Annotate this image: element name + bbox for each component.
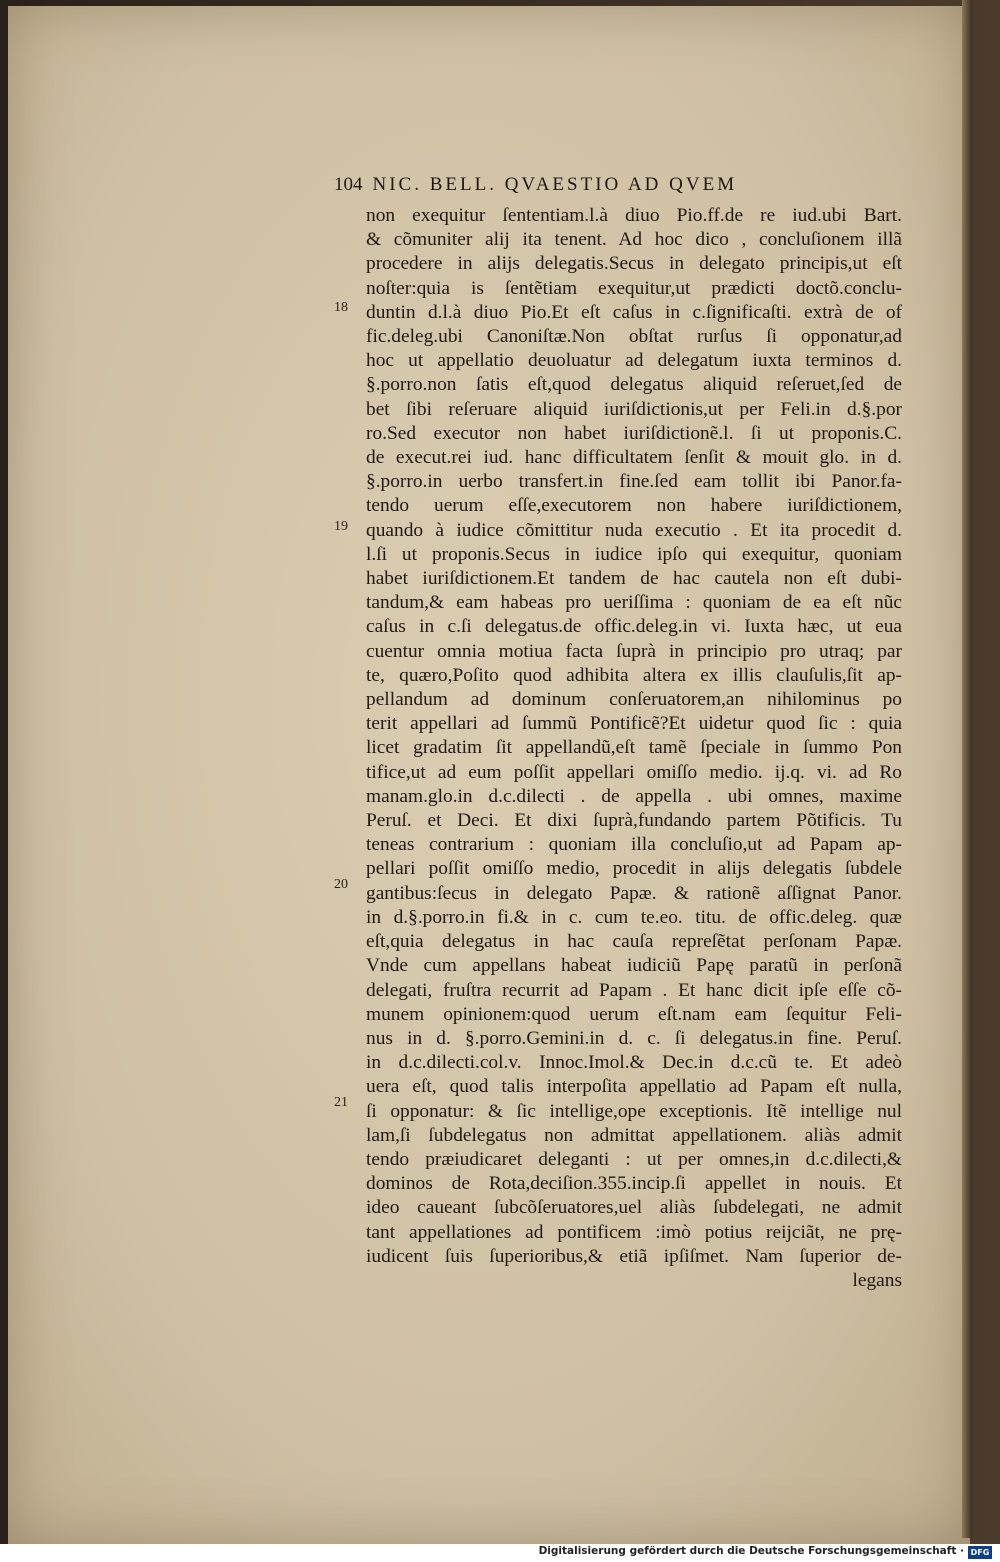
text-line: lam,ſi ſubdelegatus non admittat appellationem. aliàs admit [366,1124,902,1146]
text-line: ſi opponatur: & ſic intellige,ope exceptionis. Itẽ intellige nul [366,1100,902,1122]
text-line: delegati, fruſtra recurrit ad Papam . Et hanc dicit ipſe eſſe cõ- [366,979,902,1001]
text-line: te, quæro,Poſito quod adhibita altera ex illis clauſulis,ſit ap- [366,664,902,686]
text-line: pellandum ad dominum conſeruatorem,an nihilominus po [366,689,902,711]
text-line: & cõmuniter alij ita tenent. Ad hoc dico , concluſionem illã [366,229,902,251]
text-line: bet ſibi reſeruare aliquid iuriſdictionis,ut per Feli.in d.§.por [366,398,902,420]
text-line: tendo uerum eſſe,executorem non habere iuriſdictionem, [366,495,902,517]
body-text [366,204,902,1293]
page-edge [962,0,972,1538]
text-line: manam.glo.in d.c.dilecti . de appella . ubi omnes, maxime [366,785,902,807]
text-line: dominos de Rota,deciſion.355.incip.ſi appellet in nouis. Et [366,1173,902,1195]
text-line: tifice,ut ad eum poſſit appellari omiſſo medio. ij.q. vi. ad Ro [366,761,902,783]
text-line: nus in d. §.porro.Gemini.in d. c. ſi delegatus.in fine. Peruſ. [366,1027,902,1049]
text-line: habet iuriſdictionem.Et tandem de hac cautela non eſt dubi- [366,568,902,590]
text-line: hoc ut appellatio deuoluatur ad delegatum iuxta terminos d. [366,350,902,372]
text-line: fic.deleg.ubi Canoniſtæ.Non obſtat rurſus ſi opponatur,ad [366,326,902,348]
page-number: 104 [334,174,363,195]
text-line: iudicent ſuis ſuperioribus,& etiã ipſiſmet. Nam ſuperior de- [366,1245,902,1267]
text-line: tant appellationes ad pontificem :imò potius reijciãt, ne prę- [366,1221,902,1243]
text-line: teneas contrarium : quoniam illa concluſio,ut ad Papam ap- [366,834,902,856]
running-title: NIC. BELL. QVAESTIO AD QVEM [372,174,738,195]
text-line: Peruſ. et Deci. Et dixi ſuprà,fundando partem Põtificis. Tu [366,810,902,832]
text-line: tendo præiudicaret deleganti : ut per omnes,in d.c.dilecti,& [366,1148,902,1170]
text-line: in d.§.porro.in fi.& in c. cum te.eo. titu. de offic.deleg. quæ [366,906,902,928]
text-line: l.ſi ut proponis.Secus in iudice ipſo qui exequitur, quoniam [366,543,902,565]
text-line: tandum,& eam habeas pro ueriſſima : quoniam de ea eſt nũc [366,592,902,614]
text-line: uera eſt, quod talis interpoſita appellatio ad Papam eſt nulla, [366,1076,902,1098]
text-line: de execut.rei iud. hanc difficultatem ſenſit & mouit glo. in d. [366,447,902,469]
text-line: licet gradatim ſit appellandũ,eſt tamẽ ſpeciale in ſummo Pon [366,737,902,759]
margin-number: 18 [334,300,348,315]
catchword: legans [852,1269,902,1291]
text-line: pellari poſſit omiſſo medio, procedit in alijs delegatis ſubdele [366,858,902,880]
text-line: terit appellari ad ſummũ Pontificẽ?Et uidetur quod ſic : quia [366,713,902,735]
text-line: §.porro.non ſatis eſt,quod delegatus aliquid reſeruet,ſed de [366,374,902,396]
text-line: §.porro.in uerbo transfert.in fine.ſed eam tollit ibi Panor.fa- [366,471,902,493]
text-line: caſus in c.ſi delegatus.de offic.deleg.in vi. Iuxta hæc, ut eua [366,616,902,638]
text-line: ro.Sed executor non habet iuriſdictionẽ.l. ſi ut proponis.C. [366,422,902,444]
text-line: Vnde cum appellans habeat iudiciũ Papę paratũ in perſonã [366,955,902,977]
margin-number: 19 [334,519,348,534]
funding-credit: Digitalisierung gefördert durch die Deutsche Forschungsgemeinschaft · [538,1545,964,1557]
text-line: gantibus:ſecus in delegato Papæ. & rationẽ aſſignat Panor. [366,882,902,904]
margin-number: 20 [334,877,348,892]
dfg-logo: DFG [968,1546,992,1559]
text-line: procedere in alijs delegatis.Secus in delegato principis,ut eſt [366,253,902,275]
text-line: cuentur omnia motiua facta ſuprà in principio pro utraq; par [366,640,902,662]
text-line: quando à iudice cõmittitur nuda executio . Et ita procedit d. [366,519,902,541]
text-line: duntin d.l.à diuo Pio.Et eſt caſus in c.ſignificaſti. extrà de of [366,301,902,323]
running-head [334,174,900,200]
text-line: in d.c.dilecti.col.v. Innoc.Imol.& Dec.in d.c.cũ te. Et adeò [366,1052,902,1074]
text-line: non exequitur ſententiam.l.à diuo Pio.ff.de re iud.ubi Bart. [366,205,902,226]
text-line: eſt,quia delegatus in hac cauſa repreſẽtat perſonam Papæ. [366,931,902,953]
text-line: munem opinionem:quod uerum eſt.nam eam ſequitur Feli- [366,1003,902,1025]
text-line: ideo caueant ſubcõſeruatores,uel aliàs ſubdelegati, ne admit [366,1197,902,1219]
text-line: noſter:quia is ſentẽtiam exequitur,ut prædicti doctõ.conclu- [366,277,902,299]
margin-number: 21 [334,1095,348,1110]
